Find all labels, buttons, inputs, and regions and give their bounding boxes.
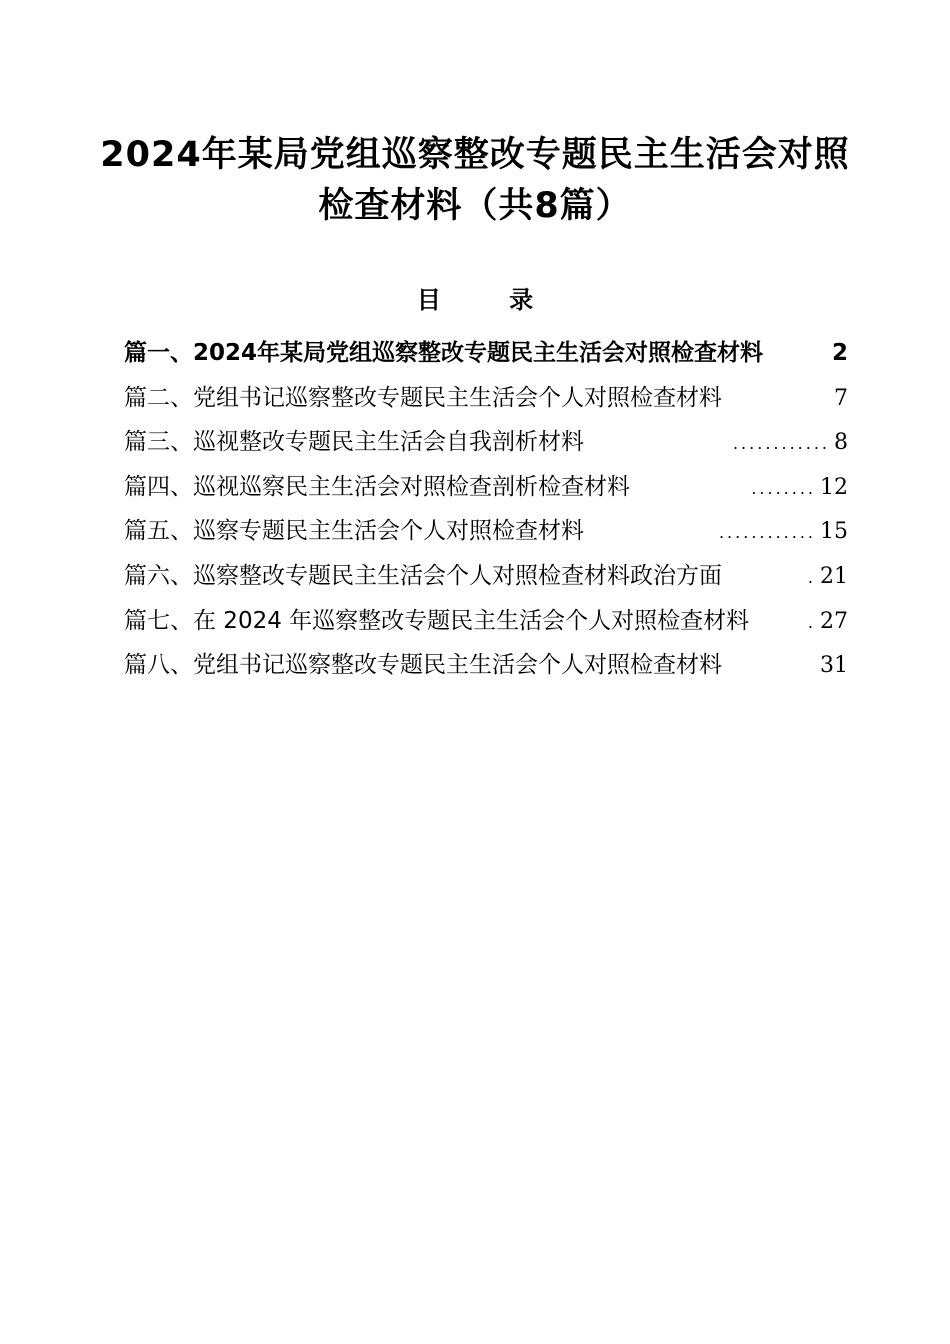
toc-entry-title: 篇八、党组书记巡察整改专题民主生活会个人对照检查材料 xyxy=(124,652,722,679)
toc-page-number: 2 xyxy=(831,340,848,366)
toc-entry-8[interactable] xyxy=(124,646,848,691)
toc-entry-title: 篇五、巡察专题民主生活会个人对照检查材料 xyxy=(124,518,584,545)
toc-leader-dots: . xyxy=(807,567,816,587)
toc-entry-title: 篇七、在 2024 年巡察整改专题民主生活会个人对照检查材料 xyxy=(124,607,750,634)
toc-page-number: 31 xyxy=(820,653,848,679)
toc-page-number: 12 xyxy=(820,474,848,500)
toc-page-number: 21 xyxy=(820,563,848,589)
toc-heading: 目 录 xyxy=(416,286,564,314)
table-of-contents xyxy=(124,334,848,691)
toc-page-number: 8 xyxy=(834,430,848,456)
toc-entry-2[interactable] xyxy=(124,379,848,424)
toc-page-number: 15 xyxy=(820,519,848,545)
toc-entry-title: 篇六、巡察整改专题民主生活会个人对照检查材料政治方面 xyxy=(124,562,722,589)
toc-leader-dots: ............ xyxy=(732,434,830,454)
toc-entry-title: 篇四、巡视巡察民主生活会对照检查剖析检查材料 xyxy=(124,473,630,500)
document-title-line-1: 2024年某局党组巡察整改专题民主生活会对照 xyxy=(100,135,850,175)
toc-entry-title: 篇二、党组书记巡察整改专题民主生活会个人对照检查材料 xyxy=(124,384,722,411)
toc-entry-7[interactable] xyxy=(124,602,848,647)
toc-page-number: 7 xyxy=(834,385,848,411)
toc-entry-3[interactable] xyxy=(124,423,848,468)
document-title-line-2: 检查材料（共8篇） xyxy=(318,186,632,226)
toc-leader-dots: ........ xyxy=(751,478,816,498)
toc-entry-5[interactable] xyxy=(124,512,848,557)
toc-leader-dots: . xyxy=(807,612,816,632)
toc-leader-dots: ............ xyxy=(718,523,816,543)
toc-entry-6[interactable] xyxy=(124,557,848,602)
toc-entry-title: 篇一、2024年某局党组巡察整改专题民主生活会对照检查材料 xyxy=(124,340,764,366)
toc-entry-1[interactable] xyxy=(124,334,848,379)
toc-page-number: 27 xyxy=(820,608,848,634)
toc-entry-4[interactable] xyxy=(124,468,848,513)
toc-entry-title: 篇三、巡视整改专题民主生活会自我剖析材料 xyxy=(124,429,584,456)
